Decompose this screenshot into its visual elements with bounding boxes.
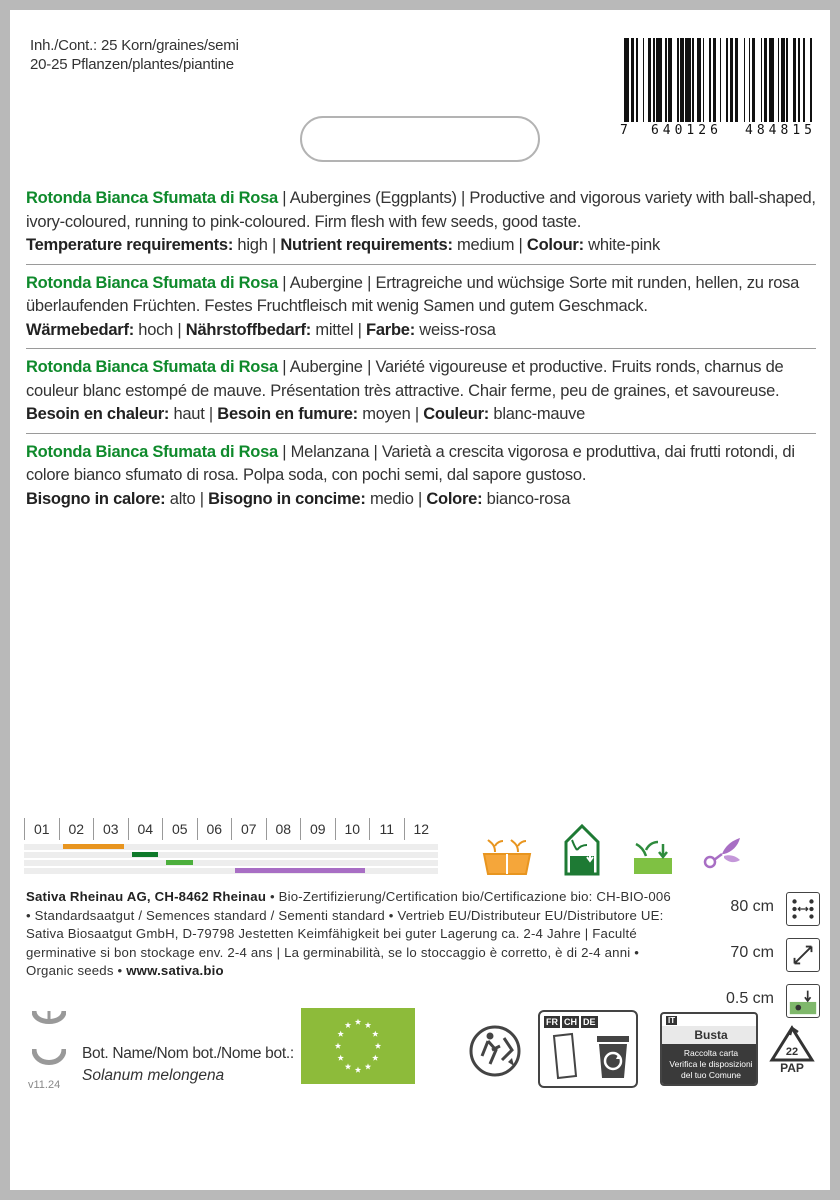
variety-name: Rotonda Bianca Sfumata di Rosa	[26, 189, 278, 207]
country-recycling-box	[538, 1010, 638, 1088]
row-spacing-icon	[786, 892, 820, 926]
cultivation-icons	[480, 820, 750, 880]
variety-name: Rotonda Bianca Sfumata di Rosa	[26, 273, 278, 292]
requirement-value: high |	[233, 236, 281, 254]
country-ch: CH	[564, 1017, 577, 1027]
botanical-label: Bot. Name/Nom bot./Nome bot.:	[82, 1045, 294, 1062]
company-name: Sativa Rheinau AG, CH-8462 Rheinau	[26, 889, 267, 904]
calendar-month: 11	[369, 818, 404, 840]
calendar-month: 09	[300, 818, 335, 840]
calendar-month: 05	[162, 818, 197, 840]
calendar-month: 01	[24, 818, 59, 840]
requirement-key: Couleur:	[423, 405, 490, 423]
calendar-month: 02	[59, 818, 94, 840]
calendar-bar-planting-out	[132, 852, 159, 857]
requirement-value: mittel |	[311, 320, 367, 339]
sowing-depth-value: 0.5 cm	[725, 990, 774, 1007]
barcode-bars	[624, 38, 816, 122]
harvest-scissors-icon	[702, 834, 744, 874]
requirement-value: blanc-mauve	[489, 405, 586, 423]
variety-descriptions	[26, 186, 816, 523]
requirement-key: Wärmebedarf:	[26, 320, 134, 339]
italy-disposal-box	[660, 1012, 758, 1086]
requirement-key: Bisogno in calore:	[26, 489, 166, 508]
version-label: v11.24	[28, 1079, 61, 1091]
requirement-key: Farbe:	[366, 320, 415, 339]
transplant-icon	[630, 832, 676, 878]
plant-specs	[710, 886, 820, 1024]
calendar-month: 12	[404, 818, 439, 840]
barcode-number	[620, 123, 816, 137]
calendar-month: 03	[93, 818, 128, 840]
recycling-info	[468, 1010, 818, 1100]
busta-line-1: Raccolta carta	[683, 1048, 739, 1058]
seed-tray-icon	[480, 834, 534, 878]
busta-instructions	[662, 1044, 758, 1086]
certification-text: • Bio-Zertifizierung/Certification bio/Certificazione bio: CH-BIO-006 • Standardsaatgut / Semences standard / Sementi standard • Vertrieb EU/Distributeur EU/Distributore UE: Sativa Biosaatgut GmbH, D-79798 Jestetten Keimfähigkeit bei guter Lagerung ca. 2-4 Jahre | Faculté germinative si bon stockage env. 2-4 ans | La germinabilità, se lo stoccaggio è corretto, è di 2-4 anni • Organic seeds •	[26, 889, 671, 979]
hang-hole	[300, 116, 540, 162]
requirement-value: hoch |	[133, 320, 186, 339]
paper-bag-icon	[550, 1032, 580, 1080]
contents-line-1: Inh./Cont.: 25 Korn/graines/semi	[30, 37, 239, 54]
busta-line-3: del tuo Comune	[680, 1070, 741, 1080]
calendar-month: 10	[335, 818, 370, 840]
calendar-row-planting-late	[24, 860, 438, 866]
requirement-key: Besoin en fumure:	[217, 405, 358, 423]
plant-height-icon	[786, 938, 820, 972]
requirement-key: Temperature requirements:	[26, 236, 234, 254]
greenhouse-icon	[562, 820, 602, 878]
requirement-value: haut |	[169, 405, 218, 423]
botanical-name: Solanum melongena	[82, 1067, 225, 1084]
calendar-month: 04	[128, 818, 163, 840]
description-it	[26, 440, 816, 518]
triman-icon	[468, 1024, 522, 1078]
barcode-digit-2: 640126	[650, 123, 722, 138]
description-fr	[26, 355, 816, 434]
botanical-section	[26, 1005, 306, 1105]
requirement-value: medium |	[452, 236, 527, 254]
eu-organic-logo	[301, 1008, 415, 1084]
requirement-key: Colore:	[426, 489, 483, 508]
busta-title: Busta	[662, 1026, 758, 1044]
requirement-value: alto |	[165, 489, 209, 508]
moon-phase-icon	[32, 1005, 66, 1073]
plant-height-value: 70 cm	[730, 944, 774, 961]
requirement-key: Besoin en chaleur:	[26, 405, 170, 423]
seed-packet-back	[10, 10, 830, 1190]
barcode-digit-3: 484815	[745, 123, 816, 138]
calendar-bar-sowing-indoor	[63, 844, 124, 849]
calendar-row-harvest	[24, 868, 438, 874]
requirement-key: Colour:	[526, 236, 584, 254]
calendar-month: 08	[266, 818, 301, 840]
row-spacing-value: 80 cm	[730, 898, 774, 915]
barcode	[620, 38, 816, 136]
italy-label: IT	[668, 1016, 676, 1025]
description-en	[26, 186, 816, 265]
requirement-key: Nutrient requirements:	[280, 236, 453, 254]
description-text: | Aubergine | Ertragreiche und wüchsige Sorte mit runden, hellen, zu rosa überlaufenden Früchten. Festes Fruchtfleisch mit wenig Samen und gutem Geschmack.	[26, 273, 800, 315]
requirement-value: bianco-rosa	[482, 489, 571, 508]
spec-row-spacing	[710, 886, 820, 932]
country-de: DE	[583, 1017, 596, 1027]
sowing-calendar	[24, 814, 438, 880]
description-text: | Aubergines (Eggplants) | Productive and vigorous variety with ball-shaped, ivory-coloured, running to pink-coloured. Firm flesh with few seeds, good taste.	[26, 189, 816, 231]
calendar-month: 06	[197, 818, 232, 840]
requirement-key: Bisogno in concime:	[208, 489, 366, 508]
contents-line-2: 20-25 Pflanzen/plantes/piantine	[30, 56, 234, 73]
website-link[interactable]: www.sativa.bio	[126, 963, 224, 979]
spec-plant-height	[710, 932, 820, 978]
calendar-row-planting-out	[24, 852, 438, 858]
pap-recycling-icon	[766, 1024, 818, 1074]
pap-number: 22	[785, 1046, 799, 1058]
requirement-value: white-pink	[583, 236, 660, 254]
contents-info	[30, 36, 239, 74]
country-labels	[544, 1016, 598, 1028]
calendar-months	[24, 818, 438, 840]
pap-label: PAP	[780, 1061, 804, 1074]
requirement-value: medio |	[365, 489, 427, 508]
calendar-bars	[24, 844, 438, 876]
requirement-value: weiss-rosa	[414, 320, 496, 339]
barcode-digit-1: 7	[620, 123, 628, 138]
requirement-key: Nährstoffbedarf:	[185, 320, 312, 339]
recycling-bin-icon	[594, 1030, 632, 1082]
barcode-bar	[812, 38, 815, 122]
description-text: | Melanzana | Varietà a crescita vigorosa e produttiva, dai frutti rotondi, di colore bianco sfumato di rosa. Polpa soda, con pochi semi, dal sapore gustoso.	[26, 442, 795, 484]
description-de	[26, 271, 816, 350]
busta-line-2: Verifica le disposizioni	[669, 1059, 753, 1069]
calendar-row-sowing-indoor	[24, 844, 438, 850]
calendar-bar-harvest	[235, 868, 365, 873]
description-text: | Aubergine | Variété vigoureuse et productive. Fruits ronds, charnus de couleur blanc estompé de mauve. Présentation très attractive. Chair ferme, peu de graines, et savoureuse.	[26, 358, 784, 400]
variety-name: Rotonda Bianca Sfumata di Rosa	[26, 358, 278, 376]
country-fr: FR	[546, 1017, 558, 1027]
variety-name: Rotonda Bianca Sfumata di Rosa	[26, 442, 278, 461]
requirement-value: moyen |	[357, 405, 424, 423]
company-address	[26, 888, 676, 981]
calendar-month: 07	[231, 818, 266, 840]
calendar-bar-planting-late	[166, 860, 193, 865]
